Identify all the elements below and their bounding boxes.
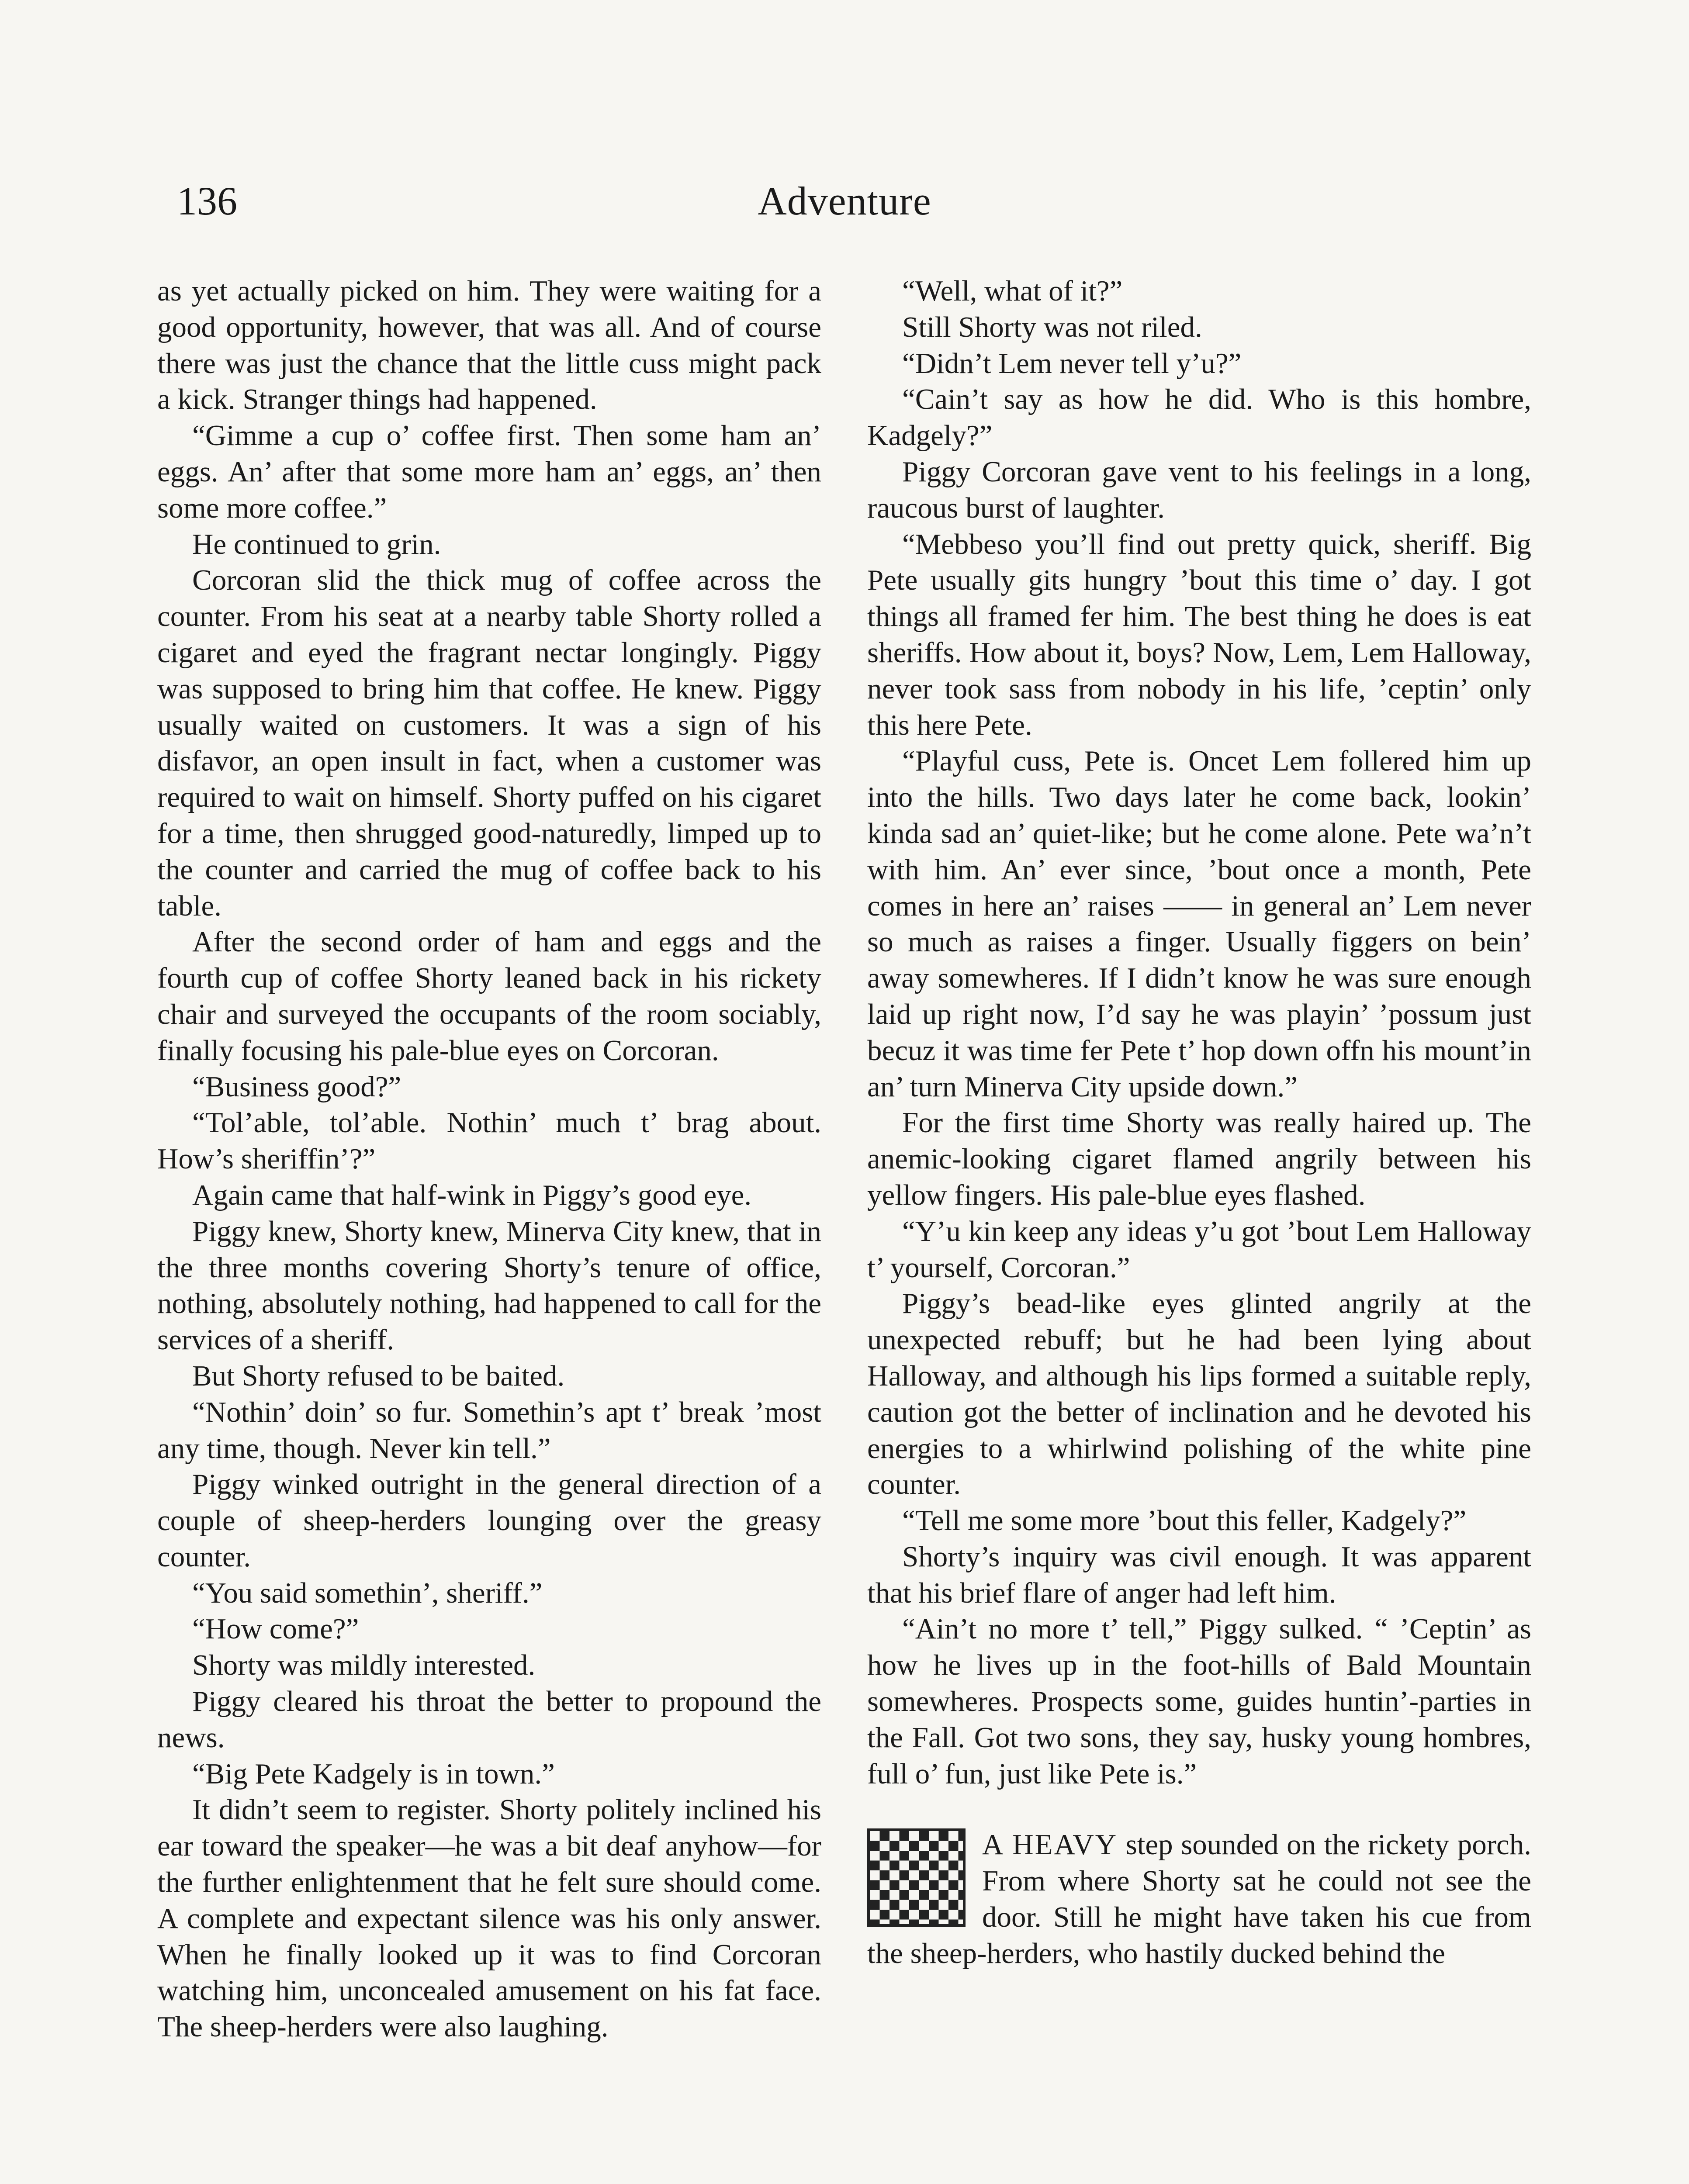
paragraph: “Y’u kin keep any ideas y’u got ’bout Lem Halloway t’ yourself, Corcoran.”	[867, 1215, 1531, 1284]
page-header	[0, 175, 1689, 236]
paragraph: “Tell me some more ’bout this feller, Kadgely?”	[902, 1504, 1467, 1537]
left-column	[157, 273, 821, 2045]
section-break	[867, 1827, 1531, 1971]
paragraph: It didn’t seem to register. Shorty politely inclined his ear toward the speaker—he was a bit deaf anyhow—for the further enlightenment that he felt sure should come. A complete and expectant silence was his only answer. When he finally looked up it was to find Corcoran watching him, unconcealed amusement on his fat face. The sheep-herders were also laughing.	[157, 1794, 821, 2043]
paragraph: He continued to grin.	[192, 528, 441, 560]
paragraph: “Mebbeso you’ll find out pretty quick, sheriff. Big Pete usually gits hungry ’bout this time o’ day. I got things all framed fer him. The best thing he does is eat sheriffs. How about it, boys? Now, Lem, Lem Halloway, never took sass from nobody in his life, ’ceptin’ only this here Pete.	[867, 528, 1531, 741]
paragraph: “Business good?”	[192, 1070, 401, 1103]
paragraph: Corcoran slid the thick mug of coffee across the counter. From his seat at a nearby table Shorty rolled a cigaret and eyed the fragrant nectar longingly. Piggy was supposed to bring him that coffee. He knew. Piggy usually waited on customers. It was a sign of his disfavor, an open insult in fact, when a customer was required to wait on himself. Shorty puffed on his cigaret for a time, then shrugged good-naturedly, limped up to the counter and carried the mug of coffee back to his table.	[157, 564, 821, 922]
paragraph: Shorty was mildly interested.	[192, 1649, 536, 1682]
paragraph: Piggy cleared his throat the better to propound the news.	[157, 1685, 821, 1754]
paragraph: Still Shorty was not riled.	[902, 311, 1202, 343]
paragraph: Again came that half-wink in Piggy’s good eye.	[192, 1178, 752, 1211]
paragraph: “Big Pete Kadgely is in town.”	[192, 1757, 555, 1790]
paragraph: After the second order of ham and eggs and the fourth cup of coffee Shorty leaned back in his rickety chair and surveyed the occupants of the room sociably, finally focusing his pale-blue eyes on Corcoran.	[157, 926, 821, 1067]
paragraph: “Ain’t no more t’ tell,” Piggy sulked. “ ’Ceptin’ as how he lives up in the foot-hills of Bald Mountain somewheres. Prospects some, guides huntin’-parties in the Fall. Got two sons, they say, husky young hombres, full o’ fun, just like Pete is.”	[867, 1613, 1531, 1790]
paragraph: Piggy’s bead-like eyes glinted angrily at the unexpected rebuff; but he had been lying about Halloway, and although his lips formed a suitable reply, caution got the better of inclination and he devoted his energies to a whirlwind polishing of the white pine counter.	[867, 1287, 1531, 1501]
paragraph: “Gimme a cup o’ coffee first. Then some ham an’ eggs. An’ after that some more ham an’ eggs, an’ then some more coffee.”	[157, 419, 821, 524]
section-text: step sounded on the rickety porch. From where Shorty sat he could not see the door. Still he might have taken his cue from the sheep-herders, who hastily ducked behind the	[867, 1828, 1531, 1970]
checkered-ornament-icon	[867, 1828, 966, 1927]
paragraph: “You said somethin’, sheriff.”	[192, 1576, 543, 1609]
page-number: 136	[177, 179, 237, 223]
paragraph: Shorty’s inquiry was civil enough. It was apparent that his brief flare of anger had left him.	[867, 1540, 1531, 1609]
paragraph: “Tol’able, tol’able. Nothin’ much t’ brag about. How’s sheriffin’?”	[157, 1106, 821, 1175]
paragraph: “Well, what of it?”	[902, 275, 1123, 307]
paragraph: “How come?”	[192, 1613, 359, 1645]
paragraph: But Shorty refused to be baited.	[192, 1359, 565, 1392]
paragraph: For the first time Shorty was really haired up. The anemic-looking cigaret flamed angrily between his yellow fingers. His pale-blue eyes flashed.	[867, 1106, 1531, 1211]
paragraph: “Playful cuss, Pete is. Oncet Lem follered him up into the hills. Two days later he come back, lookin’ kinda sad an’ quiet-like; but he come alone. Pete wa’n’t with him. An’ ever since, ’bout once a month, Pete comes in here an’ raises —— in general an’ Lem never so much as raises a finger. Usually figgers on bein’ away somewheres. If I didn’t know he was sure enough laid up right now, I’d say he was playin’ ’possum just becuz it was time fer Pete t’ hop down offn his mount’in an’ turn Minerva City upside down.”	[867, 745, 1531, 1103]
paragraph: “Didn’t Lem never tell y’u?”	[902, 347, 1242, 380]
paragraph: Piggy winked outright in the general direction of a couple of sheep-herders lounging over the greasy counter.	[157, 1468, 821, 1573]
paragraph: Piggy Corcoran gave vent to his feelings in a long, raucous burst of laughter.	[867, 455, 1531, 524]
paragraph: as yet actually picked on him. They were waiting for a good opportunity, however, that was all. And of course there was just the chance that the little cuss might pack a kick. Stranger things had happened.	[157, 275, 821, 416]
lead-in-text: A HEAVY	[982, 1828, 1118, 1861]
paragraph: Piggy knew, Shorty knew, Minerva City knew, that in the three months covering Shorty’s tenure of office, nothing, absolutely nothing, had happened to call for the services of a sheriff.	[157, 1215, 821, 1356]
right-column	[867, 273, 1531, 1972]
paragraph: “Cain’t say as how he did. Who is this hombre, Kadgely?”	[867, 383, 1531, 452]
paragraph: “Nothin’ doin’ so fur. Somethin’s apt t’ break ’most any time, though. Never kin tell.”	[157, 1396, 821, 1465]
section-opening-paragraph	[867, 1827, 1531, 1971]
running-title: Adventure	[758, 179, 931, 223]
